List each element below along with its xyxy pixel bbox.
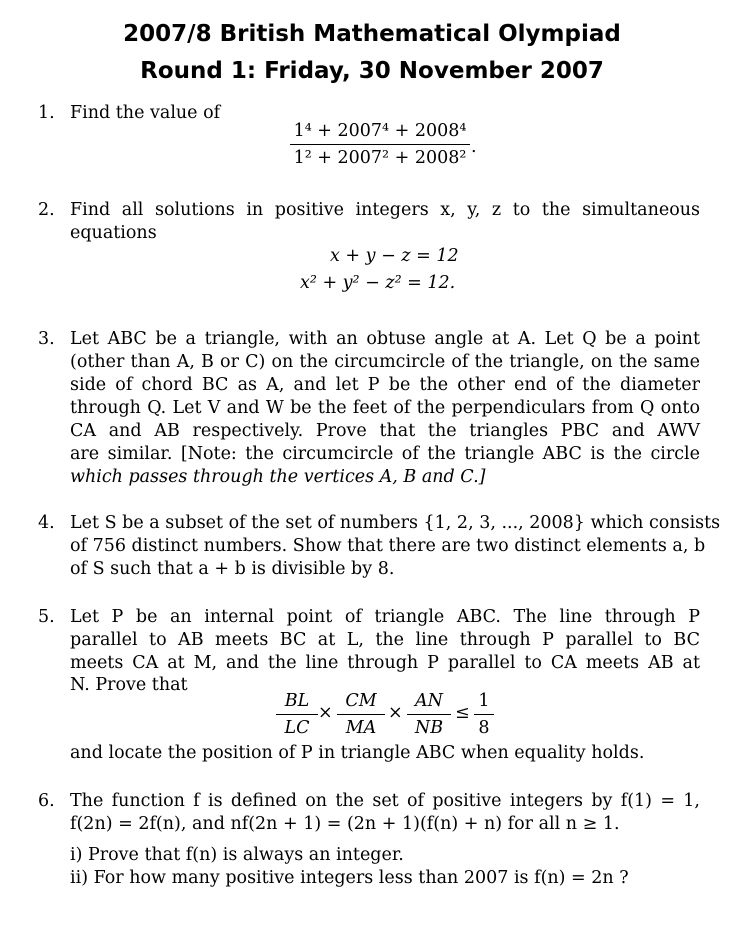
fraction-period: . — [471, 137, 477, 157]
problem-text: of S such that a + b is divisible by 8. — [70, 559, 395, 579]
problem-text: parallel to AB meets BC at L, the line through P parallel to BC — [70, 630, 700, 650]
problem-note: which passes through the vertices A, B and C.] — [70, 467, 486, 487]
fraction-bar — [337, 714, 385, 715]
equation: x² + y² − z² = 12. — [300, 273, 456, 293]
fraction-bar — [290, 144, 470, 145]
fraction-denominator: MA — [345, 718, 377, 738]
problem-number: 2. — [38, 200, 55, 220]
equation: x + y − z = 12 — [330, 246, 459, 266]
problem-text: and locate the position of P in triangle ABC when equality holds. — [70, 743, 645, 763]
fraction-bar — [407, 714, 451, 715]
problem-text: CA and AB respectively. Prove that the triangles PBC and AWV — [70, 421, 700, 441]
problem-text: The function f is defined on the set of positive integers by f(1) = 1, — [70, 791, 700, 811]
problem-text: N. Prove that — [70, 675, 188, 695]
problem-text: meets CA at M, and the line through P parallel to CA meets AB at — [70, 653, 700, 673]
fraction-an-nb — [407, 690, 451, 739]
problem-text: (other than A, B or C) on the circumcircle of the triangle, on the same — [70, 352, 700, 372]
problem-number: 6. — [38, 791, 55, 811]
fraction-display — [290, 120, 470, 169]
fraction-numerator: AN — [415, 691, 443, 711]
fraction-one-eighth — [474, 690, 494, 739]
problem-number: 3. — [38, 329, 55, 349]
problem-text: through Q. Let V and W be the feet of the perpendiculars from Q onto — [70, 398, 700, 418]
fraction-denominator: LC — [284, 718, 310, 738]
problem-subpart-ii: ii) For how many positive integers less than 2007 is f(n) = 2n ? — [70, 868, 629, 888]
fraction-denominator: 8 — [478, 718, 490, 738]
problem-text: equations — [70, 223, 157, 243]
problem-text: Find all solutions in positive integers x, y, z to the simultaneous — [70, 200, 700, 220]
problem-number: 5. — [38, 607, 55, 627]
fraction-denominator: 1² + 2007² + 2008² — [293, 148, 467, 168]
fraction-numerator: CM — [345, 691, 377, 711]
fraction-bl-lc — [276, 690, 318, 739]
problem-text: side of chord BC as A, and let P be the other end of the diameter — [70, 375, 700, 395]
problem-text: Find the value of — [70, 103, 221, 123]
page-subtitle: Round 1: Friday, 30 November 2007 — [140, 58, 604, 84]
fraction-bar — [474, 714, 494, 715]
fraction-numerator: BL — [284, 691, 310, 711]
leq-sign: ≤ — [455, 703, 470, 723]
fraction-numerator: 1 — [478, 691, 490, 711]
problem-number: 4. — [38, 513, 55, 533]
problem-text: f(2n) = 2f(n), and nf(2n + 1) = (2n + 1)(f(n) + n) for all n ≥ 1. — [70, 814, 620, 834]
problem-text: Let S be a subset of the set of numbers {1, 2, 3, ..., 2008} which consists — [70, 513, 721, 533]
page-title: 2007/8 British Mathematical Olympiad — [123, 21, 621, 47]
problem-subpart-i: i) Prove that f(n) is always an integer. — [70, 845, 404, 865]
problem-text: Let P be an internal point of triangle ABC. The line through P — [70, 607, 700, 627]
times-sign: × — [388, 703, 403, 723]
fraction-denominator: NB — [414, 718, 444, 738]
times-sign: × — [318, 703, 333, 723]
fraction-numerator: 1⁴ + 2007⁴ + 2008⁴ — [293, 121, 467, 141]
problem-text: Let ABC be a triangle, with an obtuse angle at A. Let Q be a point — [70, 329, 700, 349]
problem-text: are similar. [Note: the circumcircle of the triangle ABC is the circle — [70, 444, 700, 464]
problem-text: of 756 distinct numbers. Show that there are two distinct elements a, b — [70, 536, 706, 556]
fraction-cm-ma — [337, 690, 385, 739]
problem-number: 1. — [38, 103, 55, 123]
fraction-bar — [276, 714, 318, 715]
